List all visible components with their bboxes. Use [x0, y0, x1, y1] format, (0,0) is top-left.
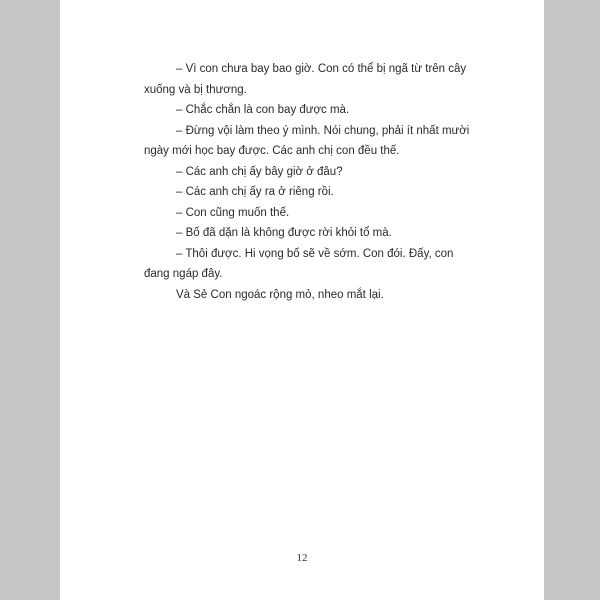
paragraph-3: – Đừng vội làm theo ý mình. Nói chung, phải ít nhất mười ngày mới học bay được. Các anh chị con đều thế. — [144, 124, 470, 157]
paragraph-8: – Thôi được. Hi vọng bố sẽ về sớm. Con đói. Đấy, con đang ngáp đây. — [144, 247, 454, 280]
paragraph-4: – Các anh chị ấy bây giờ ở đâu? — [176, 165, 343, 178]
paragraph-1: – Vì con chưa bay bao giờ. Con có thể bị ngã từ trên cây xuống và bị thương. — [144, 63, 467, 96]
paragraph-5: – Các anh chị ấy ra ở riêng rồi. — [176, 186, 334, 198]
paragraph-2: – Chắc chắn là con bay được mà. — [176, 104, 350, 116]
paragraph-9: Và Sẻ Con ngoác rộng mỏ, nheo mắt lại. — [176, 288, 384, 301]
paragraph-6: – Con cũng muốn thế. — [176, 206, 290, 219]
book-page — [60, 0, 544, 600]
paragraph-7: – Bố đã dặn là không được rời khỏi tổ mà. — [176, 227, 392, 239]
story-text — [144, 59, 472, 305]
page-number: 12 — [296, 552, 308, 564]
